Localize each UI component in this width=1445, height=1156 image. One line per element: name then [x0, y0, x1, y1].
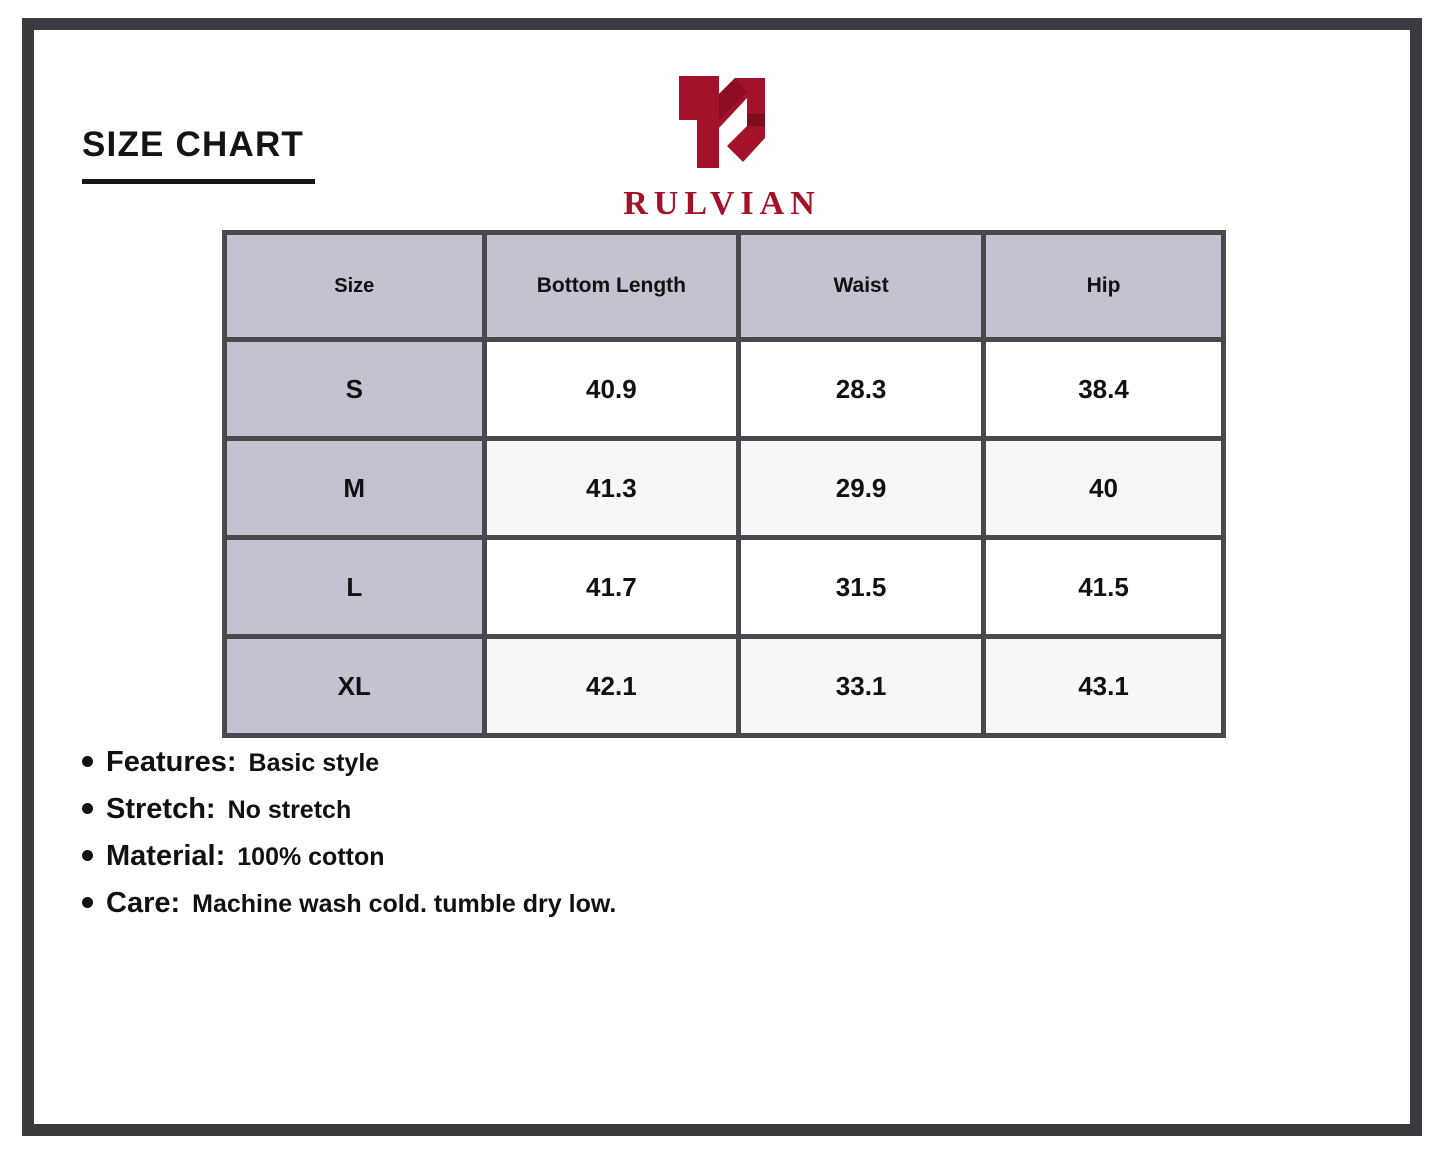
product-notes	[82, 746, 1282, 934]
table-row	[227, 441, 1221, 535]
brand-name: RULVIAN	[623, 185, 821, 222]
rulvian-r-monogram-icon	[657, 68, 787, 183]
note-value: Machine wash cold. tumble dry low.	[192, 890, 617, 918]
cell-waist: 29.9	[741, 441, 981, 535]
cell-hip: 43.1	[986, 639, 1221, 733]
column-header-size: Size	[227, 235, 482, 337]
page-title: SIZE CHART	[82, 125, 304, 164]
cell-hip: 41.5	[986, 540, 1221, 634]
column-header-bottom-length: Bottom Length	[487, 235, 737, 337]
cell-hip: 40	[986, 441, 1221, 535]
cell-bottom-length: 41.7	[487, 540, 737, 634]
table-row	[227, 540, 1221, 634]
size-table-wrapper	[222, 230, 1226, 738]
cell-size: M	[227, 441, 482, 535]
note-item-stretch	[82, 793, 1282, 826]
table-row	[227, 342, 1221, 436]
page-title-block	[82, 125, 315, 184]
note-label: Features:	[106, 746, 237, 778]
table-header-row	[227, 235, 1221, 337]
cell-size: S	[227, 342, 482, 436]
cell-bottom-length: 42.1	[487, 639, 737, 733]
bullet-icon	[82, 756, 93, 767]
note-label: Stretch:	[106, 793, 216, 825]
bullet-icon	[82, 803, 93, 814]
cell-hip: 38.4	[986, 342, 1221, 436]
title-underline	[82, 179, 315, 184]
cell-waist: 31.5	[741, 540, 981, 634]
column-header-hip: Hip	[986, 235, 1221, 337]
cell-waist: 33.1	[741, 639, 981, 733]
cell-bottom-length: 41.3	[487, 441, 737, 535]
column-header-waist: Waist	[741, 235, 981, 337]
note-item-care	[82, 887, 1282, 920]
size-table	[222, 230, 1226, 738]
note-value: No stretch	[227, 796, 352, 824]
bullet-icon	[82, 850, 93, 861]
note-item-material	[82, 840, 1282, 873]
document-frame	[22, 18, 1422, 1136]
cell-size: L	[227, 540, 482, 634]
cell-bottom-length: 40.9	[487, 342, 737, 436]
cell-size: XL	[227, 639, 482, 733]
cell-waist: 28.3	[741, 342, 981, 436]
table-row	[227, 639, 1221, 733]
note-label: Care:	[106, 887, 181, 919]
note-item-features	[82, 746, 1282, 779]
note-value: Basic style	[248, 749, 380, 777]
note-value: 100% cotton	[237, 843, 385, 871]
bullet-icon	[82, 897, 93, 908]
note-label: Material:	[106, 840, 226, 872]
